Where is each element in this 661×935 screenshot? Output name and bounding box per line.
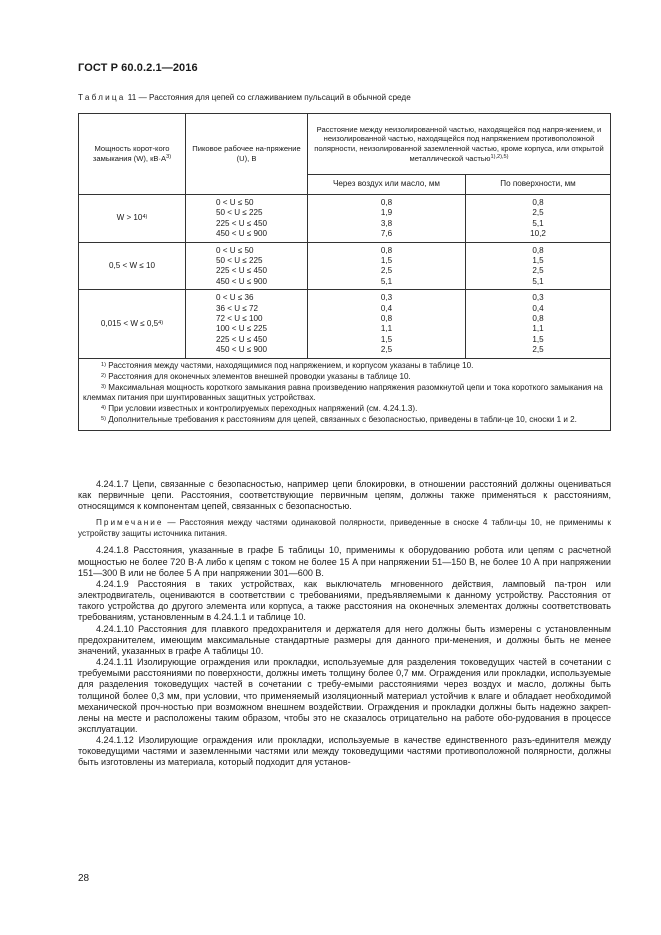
power-cell: $0,015 < W \le 0,5^{4)}$	[79, 290, 186, 358]
cell-value: 50 < U ≤ 225	[216, 208, 263, 218]
header-air: Через воздух или масло, мм	[308, 175, 466, 195]
power-cell: $W > 10^{4)}$	[79, 195, 186, 243]
footnote: $^{3)}$ Максимальная мощность короткого замыкания равна произведению напряжения разомкнутой цепи и тока короткого замыкания на клеммах питания при шунтированных защитных устройствах.	[83, 382, 603, 403]
cell-value: 2,5	[532, 266, 544, 276]
cell-value: 100 < U ≤ 225	[216, 324, 268, 334]
air-distance-cell	[308, 195, 466, 243]
voltage-range-cell	[186, 242, 308, 290]
surface-distance-cell	[466, 290, 611, 358]
cell-value: 1,5	[380, 334, 393, 344]
cell-value: 225 < U ≤ 450	[216, 334, 268, 344]
cell-value: 0,4	[532, 303, 544, 313]
cell-value: 0 < U ≤ 36	[216, 293, 254, 303]
surface-distance-cell	[466, 242, 611, 290]
header-surface: По поверхности, мм	[466, 175, 611, 195]
voltage-range-cell	[186, 195, 308, 243]
note-text: — Расстояния между частями одинаковой полярности, приведенные в сноске 4 табли-цы 10, не применимы к устройству защиты источника питания.	[78, 518, 611, 539]
note	[78, 517, 611, 539]
cell-value: 5,1	[380, 276, 393, 286]
table-footnotes	[79, 358, 611, 430]
cell-value: 1,5	[532, 334, 544, 344]
paragraph-4-24-1-8: 4.24.1.8 Расстояния, указанные в графе Б таблицы 10, применимы к оборудованию робота или цепям с расчетной мощностью не более 720 В·А либо к цепям с током не более 15 А при напряжении 51—150 В, не более 10 А при напряжении 151—300 В или не более 5 А при напряжении 301—600 В.	[78, 545, 611, 578]
document-header: ГОСТ Р 60.0.2.1—2016	[78, 62, 198, 74]
cell-value: 2,5	[380, 266, 393, 276]
paragraph-4-24-1-10: 4.24.1.10 Расстояния для плавкого предохранителя и держателя для него должны быть измерены с установленным предохранителем, имеющим максимальные стандартные размеры для данного при-менения, и должны быть не менее значений, указанных в графе А таблицы 10.	[78, 623, 611, 656]
cell-value: 2,5	[380, 345, 393, 355]
cell-value: 450 < U ≤ 900	[216, 276, 268, 286]
header-distance: Расстояние между неизолированной частью, находящейся под напря-жением, и неизолированной частью, находящейся под напряжением противоположной полярности, неизолированной заземленной частью, кроме корпуса, или открытой металлической частью$^{1),2),5)}$	[308, 114, 611, 175]
power-cell: 0,5 < W ≤ 10	[79, 242, 186, 290]
cell-value: 0 < U ≤ 50	[216, 198, 254, 207]
cell-value: 36 < U ≤ 72	[216, 303, 259, 313]
cell-value: 0,4	[380, 303, 393, 313]
cell-value: 0,3	[380, 293, 393, 303]
footnote: $^{5)}$ Дополнительные требования к расстояниям для цепей, связанных с безопасностью, приведены в табли-це 10, сноски 1 и 2.	[101, 415, 577, 425]
paragraph-4-24-1-7: 4.24.1.7 Цепи, связанные с безопасностью, например цепи блокировки, в отношении расстояний должны оцениваться как первичные цепи. Расстояния, соответствующие первичным цепям, должны также применяться к расстояниям, относящимся к компонентам цепей, связанных с безопасностью.	[78, 479, 611, 512]
cell-value: 1,1	[532, 324, 544, 334]
cell-value: 2,5	[532, 208, 544, 218]
footnote: $^{1)}$ Расстояния между частями, находящимися под напряжением, и корпусом указаны в таблице 10.	[101, 360, 474, 370]
air-distance-cell	[308, 242, 466, 290]
cell-value: 0,8	[532, 245, 544, 255]
cell-value: 0,8	[532, 314, 544, 324]
cell-value: 1,1	[380, 324, 393, 334]
cell-value: 0,3	[532, 293, 544, 303]
note-label: Примечание	[96, 518, 164, 528]
cell-value: 2,5	[532, 345, 544, 355]
cell-value: 5,1	[532, 218, 544, 228]
cell-value: 1,5	[380, 256, 393, 266]
cell-value: 225 < U ≤ 450	[216, 218, 268, 228]
cell-value: 3,8	[380, 218, 393, 228]
body-text	[78, 479, 611, 769]
paragraph-4-24-1-12: 4.24.1.12 Изолирующие ограждения или прокладки, используемые в качестве единственного разъ-единителя между токоведущими частями и заземленными частями или между токоведущими частями противоположной полярности, должны быть изготовлены из материала, который подходит для установ-	[78, 735, 611, 768]
table-caption-prefix: Таблица	[78, 93, 126, 102]
cell-value: 5,1	[532, 276, 544, 286]
paragraph-4-24-1-9: 4.24.1.9 Расстояния в таких устройствах, как выключатель мгновенного действия, ламповый па-трон или электродвигатель, оцениваются в соответствии с требованиями, предъявляемыми к данному устройству. Расстояния от такого устройства до другого элемента или корпуса, а также расстояния на оконечных элементах должны соответствовать требованиям, установленным в 4.24.1.1 и таблице 10.	[78, 578, 611, 623]
header-voltage: Пиковое рабочее на-пряжение (U), В	[186, 114, 308, 195]
cell-value: 450 < U ≤ 900	[216, 345, 268, 355]
air-distance-cell	[308, 290, 466, 358]
footnote: $^{4)}$ При условии известных и контролируемых переходных напряжений (см. 4.24.1.3).	[101, 404, 418, 414]
paragraph-4-24-1-11: 4.24.1.11 Изолирующие ограждения или прокладки, используемые для разделения токоведущих частей в сочетании с требуемыми расстояниями по поверхности, должны иметь толщину более 0,7 мм. Ограждения или прокладки, используемые для разделения токоведущих частей в сочетании с требу-емыми расстояниями через воздух и масло, должны быть толщиной более 0,3 мм, при условии, что применяемый изоляционный материал устойчив к влаге и обладает необходимой механической проч-ностью при возможном внешнем воздействии. Ограждения и прокладки должны быть надежно закреп-лены на месте и расположены таким образом, чтобы это не сказалось отрицательно на работе обо-рудования в процессе эксплуатации.	[78, 657, 611, 734]
page-number: 28	[78, 873, 90, 884]
voltage-range-cell	[186, 290, 308, 358]
cell-value: 0,8	[532, 198, 544, 207]
table-caption	[78, 93, 411, 102]
table-row	[79, 195, 611, 243]
cell-value: 72 < U ≤ 100	[216, 314, 263, 324]
cell-value: 50 < U ≤ 225	[216, 256, 263, 266]
surface-distance-cell	[466, 195, 611, 243]
cell-value: 0,8	[380, 198, 393, 207]
footnote: $^{2)}$ Расстояния для оконечных элементов внешней проводки указаны в таблице 10.	[101, 371, 411, 381]
cell-value: 10,2	[530, 229, 546, 239]
distances-table	[78, 113, 611, 431]
cell-value: 1,9	[380, 208, 393, 218]
cell-value: 0,8	[380, 245, 393, 255]
table-row	[79, 290, 611, 358]
cell-value: 450 < U ≤ 900	[216, 229, 268, 239]
cell-value: 1,5	[532, 256, 544, 266]
cell-value: 225 < U ≤ 450	[216, 266, 268, 276]
cell-value: 0,8	[380, 314, 393, 324]
table-row	[79, 242, 611, 290]
header-power: Мощность корот-кого замыкания (W), $кВ\cdot А^{3)}$	[79, 114, 186, 195]
cell-value: 0 < U ≤ 50	[216, 245, 254, 255]
cell-value: 7,6	[380, 229, 393, 239]
table-caption-text: 11 — Расстояния для цепей со сглаживанием пульсаций в обычной среде	[125, 93, 411, 102]
